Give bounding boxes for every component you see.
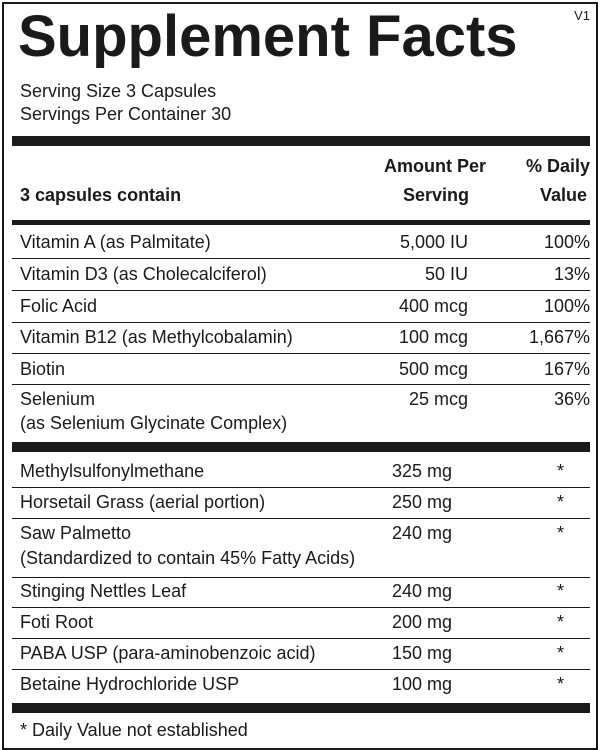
row-divider (12, 607, 590, 608)
row-divider (12, 353, 590, 354)
row-divider (12, 487, 590, 488)
nutrient-dv: 1,667% (528, 327, 590, 347)
ingredient-name: Horsetail Grass (aerial portion) (20, 492, 266, 512)
nutrient-dv: 13% (553, 264, 590, 284)
ingredient-amount: 325 mg (392, 461, 453, 481)
ingredient-dv: * (556, 643, 564, 663)
nutrient-name: Vitamin D3 (as Cholecalciferol) (20, 264, 267, 284)
ingredient-standardization: (Standardized to contain 45% Fatty Acids) (20, 548, 356, 568)
thick-divider-middle (12, 442, 590, 452)
ingredient-name: Methylsulfonylmethane (20, 461, 205, 481)
header-dv-line1: % Daily (525, 156, 590, 176)
row-divider (12, 322, 590, 323)
ingredient-amount: 250 mg (392, 492, 453, 512)
ingredient-name: Foti Root (20, 612, 94, 632)
nutrient-name: Biotin (20, 359, 66, 379)
nutrient-amount: 25 mcg (408, 389, 468, 409)
row-divider (12, 384, 590, 385)
ingredient-name: Saw Palmetto (20, 523, 132, 543)
header-contains: 3 capsules contain (20, 185, 182, 205)
row-divider (12, 518, 590, 519)
ingredient-amount: 200 mg (392, 612, 453, 632)
nutrient-amount: 500 mcg (398, 359, 468, 379)
row-divider (12, 258, 590, 259)
nutrient-name: Vitamin B12 (as Methylcobalamin) (20, 327, 293, 347)
nutrient-amount: 100 mcg (398, 327, 468, 347)
ingredient-dv: * (556, 523, 564, 543)
ingredient-dv: * (556, 581, 564, 601)
row-divider (12, 638, 590, 639)
nutrient-amount: 400 mcg (398, 296, 468, 316)
nutrient-name: Vitamin A (as Palmitate) (20, 232, 211, 252)
nutrient-dv: 100% (543, 232, 590, 252)
header-dv-line2: Value (539, 185, 587, 205)
thick-divider-bottom (12, 703, 590, 713)
serving-size: Serving Size 3 Capsules (20, 81, 217, 101)
nutrient-amount: 50 IU (424, 264, 468, 284)
ingredient-dv: * (556, 461, 564, 481)
row-divider (12, 577, 590, 578)
ingredient-dv: * (556, 492, 564, 512)
nutrient-name: Folic Acid (20, 296, 98, 316)
medium-divider (12, 220, 590, 225)
ingredient-amount: 240 mg (392, 581, 453, 601)
ingredient-name: Stinging Nettles Leaf (20, 581, 187, 601)
nutrient-dv: 100% (543, 296, 590, 316)
ingredient-dv: * (556, 612, 564, 632)
thick-divider-top (12, 136, 590, 146)
ingredient-name: PABA USP (para-aminobenzoic acid) (20, 643, 316, 663)
nutrient-dv: 36% (553, 389, 590, 409)
ingredient-amount: 100 mg (392, 674, 453, 694)
ingredient-dv: * (556, 674, 564, 694)
row-divider (12, 669, 590, 670)
header-amount-line2: Serving (402, 185, 469, 205)
panel-title: Supplement Facts (18, 4, 518, 69)
supplement-facts-panel (2, 2, 598, 750)
nutrient-dv: 167% (543, 359, 590, 379)
ingredient-amount: 240 mg (392, 523, 453, 543)
servings-per-container: Servings Per Container 30 (20, 104, 232, 124)
ingredient-amount: 150 mg (392, 643, 453, 663)
nutrient-source: (as Selenium Glycinate Complex) (20, 413, 288, 433)
ingredient-name: Betaine Hydrochloride USP (20, 674, 240, 694)
footnote: * Daily Value not established (20, 720, 248, 740)
header-amount-line1: Amount Per (383, 156, 486, 176)
nutrient-amount: 5,000 IU (399, 232, 468, 252)
version-label: V1 (574, 8, 590, 23)
nutrient-name: Selenium (20, 389, 96, 409)
row-divider (12, 290, 590, 291)
